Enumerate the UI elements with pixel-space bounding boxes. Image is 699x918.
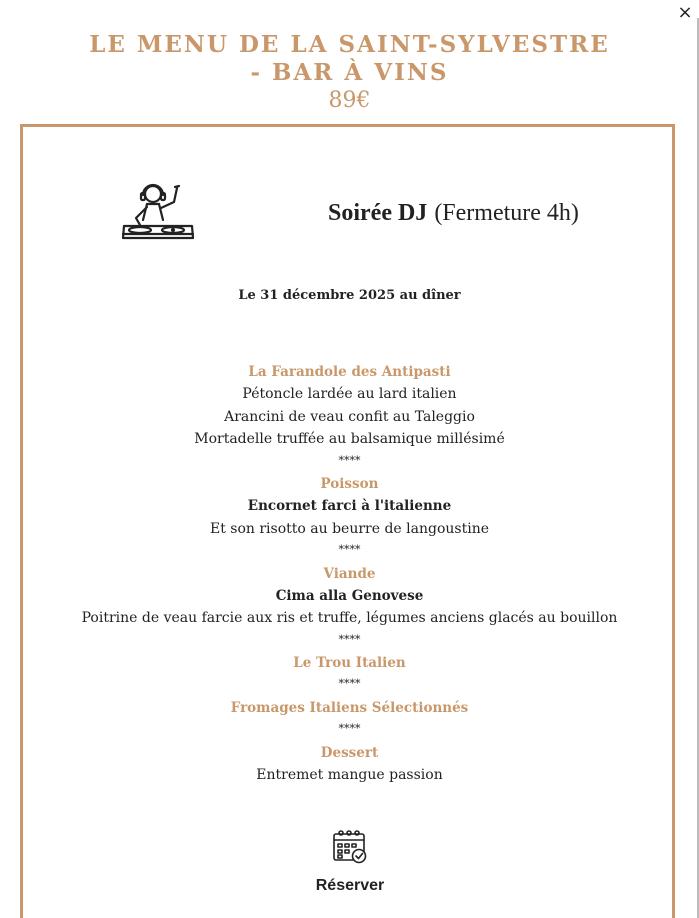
menu-list bbox=[0, 361, 699, 786]
menu-item: Pétoncle lardée au lard italien bbox=[242, 386, 457, 403]
separator: **** bbox=[338, 632, 361, 646]
close-button[interactable]: × bbox=[677, 2, 693, 23]
menu-item: Arancini de veau confit au Taleggio bbox=[224, 408, 475, 425]
separator: **** bbox=[338, 453, 361, 467]
section-antipasti: La Farandole des Antipasti bbox=[248, 364, 451, 380]
dish-poisson: Encornet farci à l'italienne bbox=[247, 498, 452, 515]
dish-description: Entremet mangue passion bbox=[256, 767, 443, 784]
separator: **** bbox=[338, 722, 361, 736]
section-fromages: Fromages Italiens Sélectionnés bbox=[230, 699, 469, 716]
dish-description: Et son risotto au beurre de langoustine bbox=[209, 520, 490, 537]
reserve-button[interactable]: Réserver bbox=[315, 877, 385, 894]
section-poisson: Poisson bbox=[320, 475, 379, 492]
event-detail: (Fermeture 4h) bbox=[434, 200, 579, 226]
dj-icon bbox=[120, 180, 196, 244]
dish-description: Poitrine de veau farcie aux ris et truffe, légumes anciens glacés au bouillon bbox=[81, 610, 618, 627]
event-name: Soirée DJ bbox=[328, 200, 428, 226]
dish-viande: Cima alla Genovese bbox=[275, 587, 424, 604]
menu-item: Mortadelle truffée au balsamique millésimé bbox=[194, 431, 505, 448]
section-dessert: Dessert bbox=[320, 744, 379, 761]
event-title bbox=[328, 198, 579, 229]
section-viande: Viande bbox=[323, 565, 376, 582]
separator: **** bbox=[338, 677, 361, 691]
modal-header bbox=[0, 31, 699, 115]
menu-price: 89€ bbox=[328, 88, 371, 113]
modal-title-line1: LE MENU DE LA SAINT-SYLVESTRE bbox=[89, 31, 610, 58]
section-trou-italien: Le Trou Italien bbox=[293, 655, 406, 672]
separator: **** bbox=[338, 543, 361, 557]
event-date: Le 31 décembre 2025 au dîner bbox=[238, 288, 461, 303]
modal-title-line2: - BAR À VINS bbox=[250, 59, 449, 86]
calendar-check-icon bbox=[332, 829, 368, 865]
